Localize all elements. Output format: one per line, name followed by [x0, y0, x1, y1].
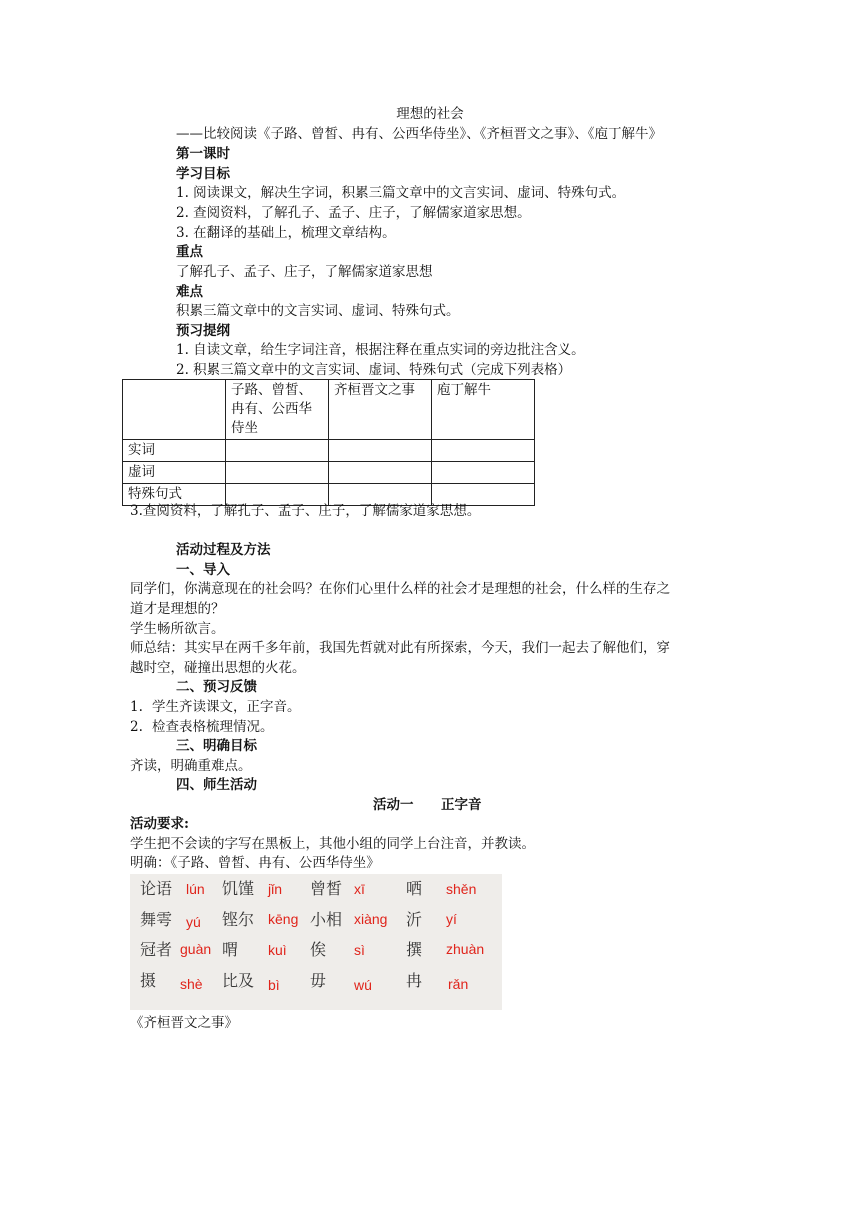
- table-row: [123, 462, 535, 484]
- lesson-label: 第一课时: [176, 146, 230, 162]
- pinyin-reading: lún: [186, 881, 205, 897]
- intro-paragraph: 学生畅所欲言。: [130, 621, 225, 637]
- process-heading: 活动过程及方法: [176, 542, 271, 558]
- pinyin-reading: xiàng: [354, 911, 388, 927]
- preview-item: 1. 自读文章，给生字词注音，根据注释在重点实词的旁边批注含义。: [176, 342, 585, 358]
- pinyin-image: [130, 874, 502, 1010]
- table-cell[interactable]: [329, 440, 432, 462]
- next-text-title: 《齐桓晋文之事》: [130, 1015, 238, 1031]
- table-cell[interactable]: [226, 440, 329, 462]
- intro-paragraph: 越时空，碰撞出思想的火花。: [130, 660, 306, 676]
- goal-item: 2. 查阅资料，了解孔子、孟子、庄子，了解儒家道家思想。: [176, 205, 531, 221]
- difficulty-text: 积累三篇文章中的文言实词、虚词、特殊句式。: [176, 303, 460, 319]
- list-item: 学生齐读课文，正字音。: [152, 699, 301, 715]
- pinyin-word: 俟: [310, 940, 327, 959]
- section-heading-intro: 一、导入: [176, 562, 230, 578]
- pinyin-word: 撰: [406, 940, 423, 959]
- section-heading-activities: 四、师生活动: [176, 777, 257, 793]
- pinyin-reading: bì: [268, 977, 280, 993]
- goal-item: 3. 在翻译的基础上，梳理文章结构。: [176, 225, 396, 241]
- preview-after-table: 3.查阅资料，了解孔子、孟子、庄子，了解儒家道家思想。: [130, 503, 481, 519]
- intro-paragraph: 道才是理想的？: [130, 601, 225, 617]
- document-title: 理想的社会: [396, 106, 464, 122]
- pinyin-reading: guàn: [180, 941, 212, 957]
- intro-paragraph: 同学们，你满意现在的社会吗？在你们心里什么样的社会才是理想的社会，什么样的生存之: [130, 581, 670, 597]
- activity-requirement-label: 活动要求:: [130, 816, 189, 832]
- clarify-text: 明确：《子路、曾皙、冉有、公西华侍坐》: [130, 855, 380, 871]
- table-cell[interactable]: [432, 440, 535, 462]
- pinyin-word: 喟: [222, 940, 239, 959]
- goals-heading: 学习目标: [176, 166, 230, 182]
- table-header-cell: 庖丁解牛: [432, 380, 535, 440]
- pinyin-word: 冠者: [140, 940, 173, 959]
- intro-paragraph: 师总结：其实早在两千多年前，我国先哲就对此有所探索，今天，我们一起去了解他们，穿: [130, 640, 670, 656]
- difficulty-heading: 难点: [176, 284, 203, 300]
- table-row-label: 实词: [123, 440, 226, 462]
- document-subtitle: ——比较阅读《子路、曾皙、冉有、公西华侍坐》、《齐桓晋文之事》、《庖丁解牛》: [176, 126, 662, 142]
- pinyin-reading: shè: [180, 976, 203, 992]
- pinyin-reading: kuì: [268, 942, 287, 958]
- key-point-text: 了解孔子、孟子、庄子，了解儒家道家思想: [176, 264, 433, 280]
- table-row-label: 虚词: [123, 462, 226, 484]
- pinyin-reading: yú: [186, 914, 201, 930]
- pinyin-word: 沂: [406, 910, 423, 929]
- preview-table: [122, 379, 535, 506]
- goal-text: 齐读，明确重难点。: [130, 758, 252, 774]
- table-header-cell: 子路、曾皙、冉有、公西华侍坐: [226, 380, 329, 440]
- goal-item: 1. 阅读课文，解决生字词，积累三篇文章中的文言实词、虚词、特殊句式。: [176, 185, 626, 201]
- pinyin-word: 哂: [406, 879, 423, 898]
- preview-item: 2. 积累三篇文章中的文言实词、虚词、特殊句式（完成下列表格）: [176, 362, 572, 378]
- pinyin-reading: shěn: [446, 881, 477, 897]
- pinyin-word: 饥馑: [222, 879, 255, 898]
- activity-heading-number: 活动一: [373, 797, 414, 813]
- activity-requirement-text: 学生把不会读的字写在黑板上，其他小组的同学上台注音，并教读。: [130, 836, 535, 852]
- pinyin-word: 毋: [310, 971, 327, 990]
- table-cell[interactable]: [329, 462, 432, 484]
- pinyin-reading: jǐn: [268, 881, 283, 897]
- pinyin-reading: zhuàn: [446, 941, 485, 957]
- pinyin-reading: rǎn: [448, 976, 469, 992]
- activity-heading-title: 正字音: [441, 797, 482, 813]
- pinyin-reading: wú: [354, 977, 372, 993]
- table-row: [123, 440, 535, 462]
- list-number: 2.: [130, 719, 143, 735]
- pinyin-word: 摄: [140, 971, 157, 990]
- section-heading-feedback: 二、预习反馈: [176, 679, 257, 695]
- list-item: 检查表格梳理情况。: [152, 719, 274, 735]
- pinyin-word: 舞雩: [140, 910, 173, 929]
- table-header-cell: 齐桓晋文之事: [329, 380, 432, 440]
- table-cell[interactable]: [432, 462, 535, 484]
- pinyin-reading: kēng: [268, 911, 299, 927]
- pinyin-word: 铿尔: [222, 910, 255, 929]
- table-row-label: 特殊句式: [123, 484, 226, 506]
- pinyin-reading: xī: [354, 881, 365, 897]
- key-point-heading: 重点: [176, 244, 203, 260]
- table-header-cell: [123, 380, 226, 440]
- pinyin-reading: yí: [446, 911, 457, 927]
- table-header-row: [123, 380, 535, 440]
- preview-heading: 预习提纲: [176, 323, 230, 339]
- pinyin-reading: sì: [354, 942, 365, 958]
- pinyin-word: 小相: [310, 910, 343, 929]
- pinyin-word: 冉: [406, 971, 423, 990]
- list-number: 1.: [130, 699, 143, 715]
- section-heading-goal: 三、明确目标: [176, 738, 257, 754]
- pinyin-word: 比及: [222, 971, 255, 990]
- pinyin-word: 曾皙: [310, 879, 343, 898]
- table-cell[interactable]: [226, 462, 329, 484]
- pinyin-word: 论语: [140, 879, 173, 898]
